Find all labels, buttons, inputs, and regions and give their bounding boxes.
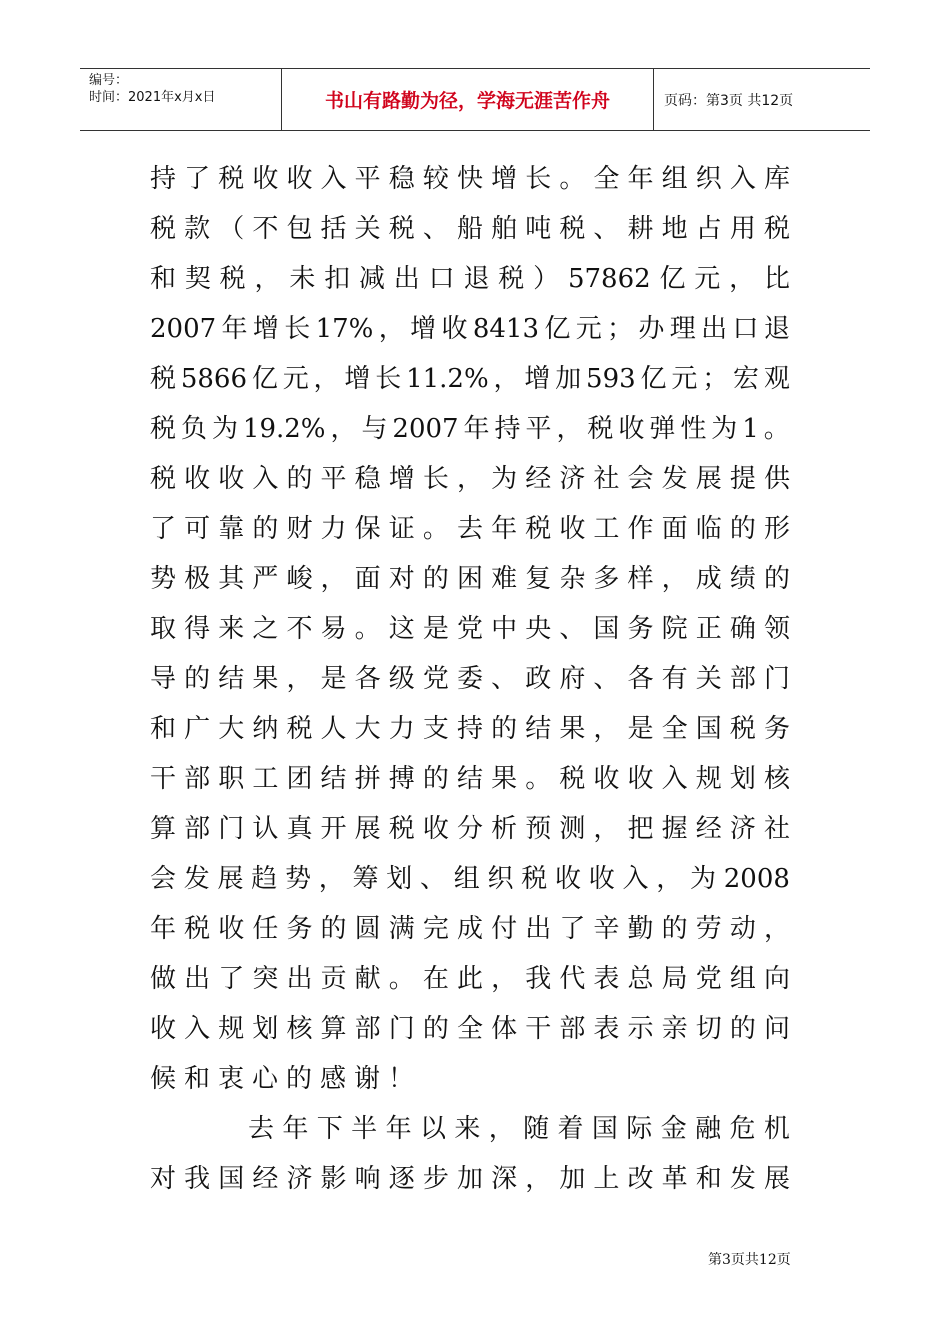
body-line: 税 款 （ 不 包 括 关 税 、 船 舶 吨 税 、 耕 地 占 用 税 — [150, 214, 790, 244]
body-line: 年 税 收 任 务 的 圆 满 完 成 付 出 了 辛 勤 的 劳 动 ， — [150, 914, 790, 944]
document-body — [150, 154, 790, 1204]
body-line: 持 了 税 收 收 入 平 稳 较 快 增 长 。 全 年 组 织 入 库 — [150, 164, 790, 194]
body-line: 和 契 税 ， 未 扣 减 出 口 退 税 ） 57862 亿 元 ， 比 — [150, 264, 790, 294]
header-page-info: 页码：第3页 共12页 — [664, 92, 794, 109]
body-line: 取 得 来 之 不 易 。 这 是 党 中 央 、 国 务 院 正 确 领 — [150, 614, 790, 644]
body-line: 税 收 收 入 的 平 稳 增 长 ， 为 经 济 社 会 发 展 提 供 — [150, 464, 790, 494]
body-line: 税 5866 亿 元 ， 增 长 11.2% ， 增 加 593 亿 元 ； 宏 观 — [150, 364, 790, 394]
body-line: 2007 年 增 长 17% ， 增 收 8413 亿 元 ； 办 理 出 口 退 — [150, 314, 790, 344]
body-line: 税 负 为 19.2% ， 与 2007 年 持 平 ， 税 收 弹 性 为 1 。 — [150, 414, 790, 444]
body-line: 会 发 展 趋 势 ， 筹 划 、 组 织 税 收 收 入 ， 为 2008 — [150, 864, 790, 894]
body-line: 做 出 了 突 出 贡 献 。 在 此 ， 我 代 表 总 局 党 组 向 — [150, 964, 790, 994]
body-line-paragraph-start: 去 年 下 半 年 以 来 ， 随 着 国 际 金 融 危 机 — [248, 1114, 790, 1144]
page-header — [80, 68, 870, 131]
body-line: 算 部 门 认 真 开 展 税 收 分 析 预 测 ， 把 握 经 济 社 — [150, 814, 790, 844]
body-line: 了 可 靠 的 财 力 保 证 。 去 年 税 收 工 作 面 临 的 形 — [150, 514, 790, 544]
page-footer: 第3页共12页 — [708, 1252, 791, 1268]
body-line: 和 广 大 纳 税 人 大 力 支 持 的 结 果 ， 是 全 国 税 务 — [150, 714, 790, 744]
header-motto: 书山有路勤为径，学海无涯苦作舟 — [282, 69, 654, 130]
body-line-paragraph-end: 候和衷心的感谢！ — [150, 1064, 423, 1094]
body-line: 干 部 职 工 团 结 拼 搏 的 结 果 。 税 收 收 入 规 划 核 — [150, 764, 790, 794]
body-line: 收 入 规 划 核 算 部 门 的 全 体 干 部 表 示 亲 切 的 问 — [150, 1014, 790, 1044]
header-meta — [80, 69, 282, 130]
document-time-label: 时间：2021年x月x日 — [89, 90, 216, 105]
body-line: 势 极 其 严 峻 ， 面 对 的 困 难 复 杂 多 样 ， 成 绩 的 — [150, 564, 790, 594]
body-line: 对 我 国 经 济 影 响 逐 步 加 深 ， 加 上 改 革 和 发 展 — [150, 1164, 790, 1194]
document-number-label: 编号： — [89, 73, 129, 88]
body-line: 导 的 结 果 ， 是 各 级 党 委 、 政 府 、 各 有 关 部 门 — [150, 664, 790, 694]
